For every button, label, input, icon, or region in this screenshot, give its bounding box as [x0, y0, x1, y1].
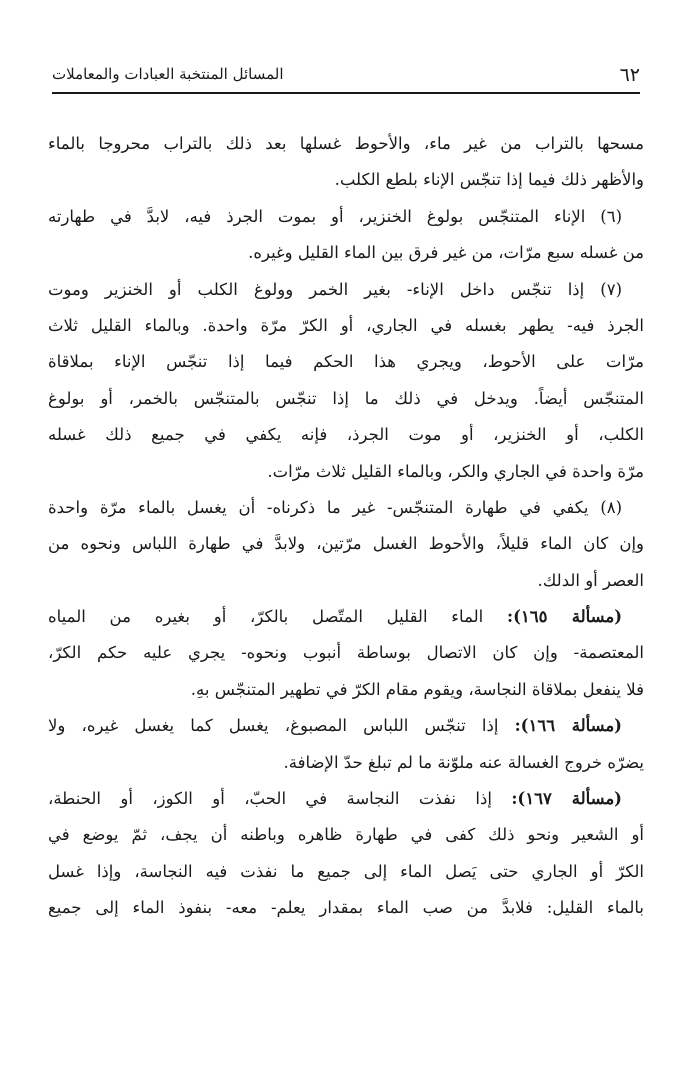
line-text: المتنجّس أيضاً. ويدخل في ذلك ما إذا تنجّس بالمتنجّس بالخمر، أو بولوغ	[48, 388, 644, 408]
text-line	[48, 708, 644, 744]
line-text: المعتصمة- وإن كان الاتصال بوساطة أنبوب ونحوه- يجري عليه حكم الكرّ،	[48, 643, 644, 663]
text-line	[48, 344, 644, 380]
line-text: (٦) الإناء المتنجّس بولوغ الخنزير، أو بموت الجرذ فيه، لابدَّ في طهارته	[48, 206, 622, 226]
line-text: الكلب، أو الخنزير، أو موت الجرذ، فإنه يكفي في جميع ذلك غسله	[48, 425, 644, 445]
text-line	[48, 126, 644, 162]
line-text: مرّة واحدة في الجاري والكر، وبالماء القليل ثلاث مرّات.	[267, 461, 644, 481]
line-text: والأظهر ذلك فيما إذا تنجّس الإناء بلطع الكلب.	[334, 170, 644, 190]
line-text: الجرذ فيه- يطهر بغسله في الجاري، أو الكرّ مرّة واحدة. وبالماء القليل ثلاث	[48, 315, 644, 335]
text-line	[48, 890, 644, 926]
line-text: مرّات على الأحوط، ويجري هذا الحكم فيما إذا تنجّس الإناء بملاقاة	[48, 352, 644, 372]
text-line	[48, 635, 644, 671]
page-header	[52, 60, 640, 94]
line-text: من غسله سبع مرّات، من غير فرق بين الماء القليل وغيره.	[248, 243, 644, 263]
masala-label: (مسألة ١٦٥):	[506, 607, 622, 627]
text-line	[48, 817, 644, 853]
text-line	[48, 526, 644, 562]
body-text	[48, 126, 644, 927]
line-text: يضرّه خروج الغسالة عنه ملوّنة ما لم تبلغ حدّ الإضافة.	[283, 752, 644, 772]
text-line	[48, 199, 644, 235]
text-line	[48, 162, 644, 198]
line-text: وإن كان الماء قليلاً، والأحوط الغسل مرّتين، ولابدَّ في طهارة اللباس ونحوه من	[48, 534, 644, 554]
line-text: أو الشعير ونحو ذلك كفى في طهارة ظاهره وباطنه أن يجف، ثمّ يوضع في	[48, 825, 644, 845]
text-line	[48, 854, 644, 890]
line-text: (٨) يكفي في طهارة المتنجّس- غير ما ذكرناه- أن يغسل بالماء مرّة واحدة	[48, 497, 622, 517]
running-title: المسائل المنتخبة العبادات والمعاملات	[52, 65, 284, 83]
text-line	[48, 745, 644, 781]
masala-label: (مسألة ١٦٦):	[514, 716, 622, 736]
text-line	[48, 272, 644, 308]
line-text: العصر أو الدلك.	[537, 570, 644, 590]
masala-label: (مسألة ١٦٧):	[511, 789, 622, 809]
line-text: الماء القليل المتّصل بالكرّ، أو بغيره من المياه	[48, 607, 507, 627]
page-number: ٦٢	[619, 64, 640, 86]
line-text: (٧) إذا تنجّس داخل الإناء- بغير الخمر وولوغ الكلب أو الخنزير وموت	[48, 279, 622, 299]
text-line	[48, 308, 644, 344]
text-line	[48, 672, 644, 708]
text-line	[48, 235, 644, 271]
line-text: بالماء القليل: فلابدَّ من صب الماء بمقدار يعلم- معه- بنفوذ الماء إلى جميع	[48, 898, 644, 918]
text-line	[48, 417, 644, 453]
line-text: إذا نفذت النجاسة في الحبّ، أو الكوز، أو الحنطة،	[48, 789, 512, 809]
text-line	[48, 563, 644, 599]
text-line	[48, 490, 644, 526]
text-line	[48, 781, 644, 817]
text-line	[48, 381, 644, 417]
line-text: فلا ينفعل بملاقاة النجاسة، ويقوم مقام الكرّ في تطهير المتنجّس بهِ.	[190, 679, 644, 699]
text-line	[48, 599, 644, 635]
line-text: الكرّ أو الجاري حتى يَصل الماء إلى جميع ما نفذت فيه النجاسة، وإذا غسل	[48, 861, 644, 881]
line-text: إذا تنجّس اللباس المصبوغ، يغسل كما يغسل غيره، ولا	[48, 716, 515, 736]
text-line	[48, 454, 644, 490]
line-text: مسحها بالتراب من غير ماء، والأحوط غسلها بعد ذلك بالتراب محروجا بالماء	[48, 134, 644, 153]
